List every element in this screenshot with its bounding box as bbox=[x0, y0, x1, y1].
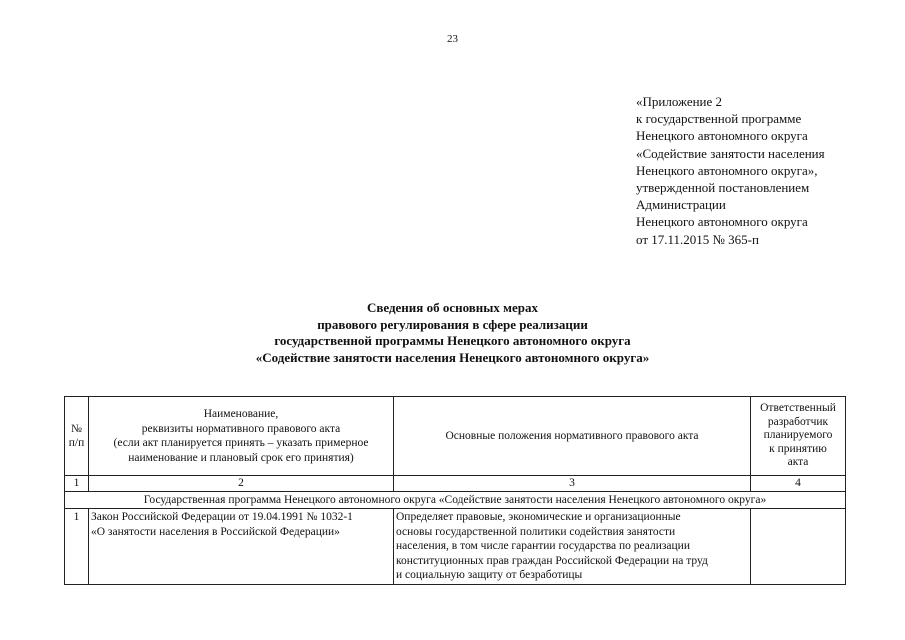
header-provisions: Основные положения нормативного правового акта bbox=[394, 397, 751, 476]
table-header-row bbox=[65, 397, 846, 476]
header-text: планируемого bbox=[763, 429, 833, 442]
page-number: 23 bbox=[447, 33, 458, 45]
column-number: 3 bbox=[394, 476, 751, 492]
table-row bbox=[65, 509, 846, 585]
title-line: правового регулирования в сфере реализации bbox=[317, 316, 588, 332]
header-text: реквизиты нормативного правового акта bbox=[141, 422, 341, 435]
measures-table bbox=[64, 396, 846, 585]
appendix-line: «Приложение 2 bbox=[636, 94, 723, 109]
row-number: 1 bbox=[65, 509, 89, 585]
header-text: Ответственный bbox=[760, 402, 836, 415]
act-line: «О занятости населения в Российской Федерации» bbox=[91, 525, 340, 538]
title-line: «Содействие занятости населения Ненецкого автономного округа» bbox=[255, 349, 650, 365]
provision-line: и социальную защиту от безработицы bbox=[396, 569, 583, 581]
header-number bbox=[65, 397, 89, 476]
appendix-line: Ненецкого автономного округа bbox=[636, 214, 808, 230]
appendix-line: к государственной программе bbox=[636, 111, 802, 127]
column-number: 1 bbox=[65, 476, 89, 492]
appendix-line: утвержденной постановлением bbox=[636, 180, 810, 196]
header-act-name bbox=[89, 397, 394, 476]
appendix-line: Ненецкого автономного округа bbox=[636, 128, 808, 144]
section-title: Государственная программа Ненецкого автономного округа «Содействие занятости населения Ненецкого автономного округа» bbox=[65, 491, 846, 509]
provision-line: населения, в том числе гарантии государства по реализации bbox=[396, 540, 690, 552]
provision-line: Определяет правовые, экономические и организационные bbox=[396, 511, 681, 523]
column-number-row bbox=[65, 476, 846, 492]
header-text: Наименование, bbox=[203, 408, 279, 420]
provision-line: основы государственной политики содействия занятости bbox=[396, 525, 676, 538]
header-text: к принятию bbox=[769, 442, 827, 455]
header-text: разработчик bbox=[767, 415, 829, 428]
section-row bbox=[65, 491, 846, 509]
row-developer bbox=[751, 509, 846, 585]
header-text: № bbox=[71, 422, 82, 435]
header-text: акта bbox=[787, 456, 809, 469]
row-provisions bbox=[394, 509, 751, 585]
header-text: наименование и плановый срок его принятия) bbox=[128, 451, 354, 464]
row-act bbox=[89, 509, 394, 585]
header-developer bbox=[751, 397, 846, 476]
act-line: Закон Российской Федерации от 19.04.1991 № 1032-1 bbox=[91, 511, 353, 523]
appendix-line: «Содействие занятости населения bbox=[636, 145, 825, 161]
appendix-line: Администрации bbox=[636, 197, 726, 213]
appendix-line: от 17.11.2015 № 365-п bbox=[636, 231, 759, 247]
appendix-line: Ненецкого автономного округа», bbox=[636, 162, 818, 178]
column-number: 2 bbox=[89, 476, 394, 492]
document-title bbox=[0, 300, 905, 366]
title-line: Сведения об основных мерах bbox=[366, 300, 539, 315]
title-line: государственной программы Ненецкого автономного округа bbox=[274, 333, 631, 348]
header-text: п/п bbox=[68, 437, 85, 449]
column-number: 4 bbox=[751, 476, 846, 492]
provision-line: конституционных прав граждан Российской Федерации на труд bbox=[396, 554, 708, 567]
appendix-note bbox=[636, 93, 898, 248]
header-text: (если акт планируется принять – указать примерное bbox=[113, 437, 369, 449]
